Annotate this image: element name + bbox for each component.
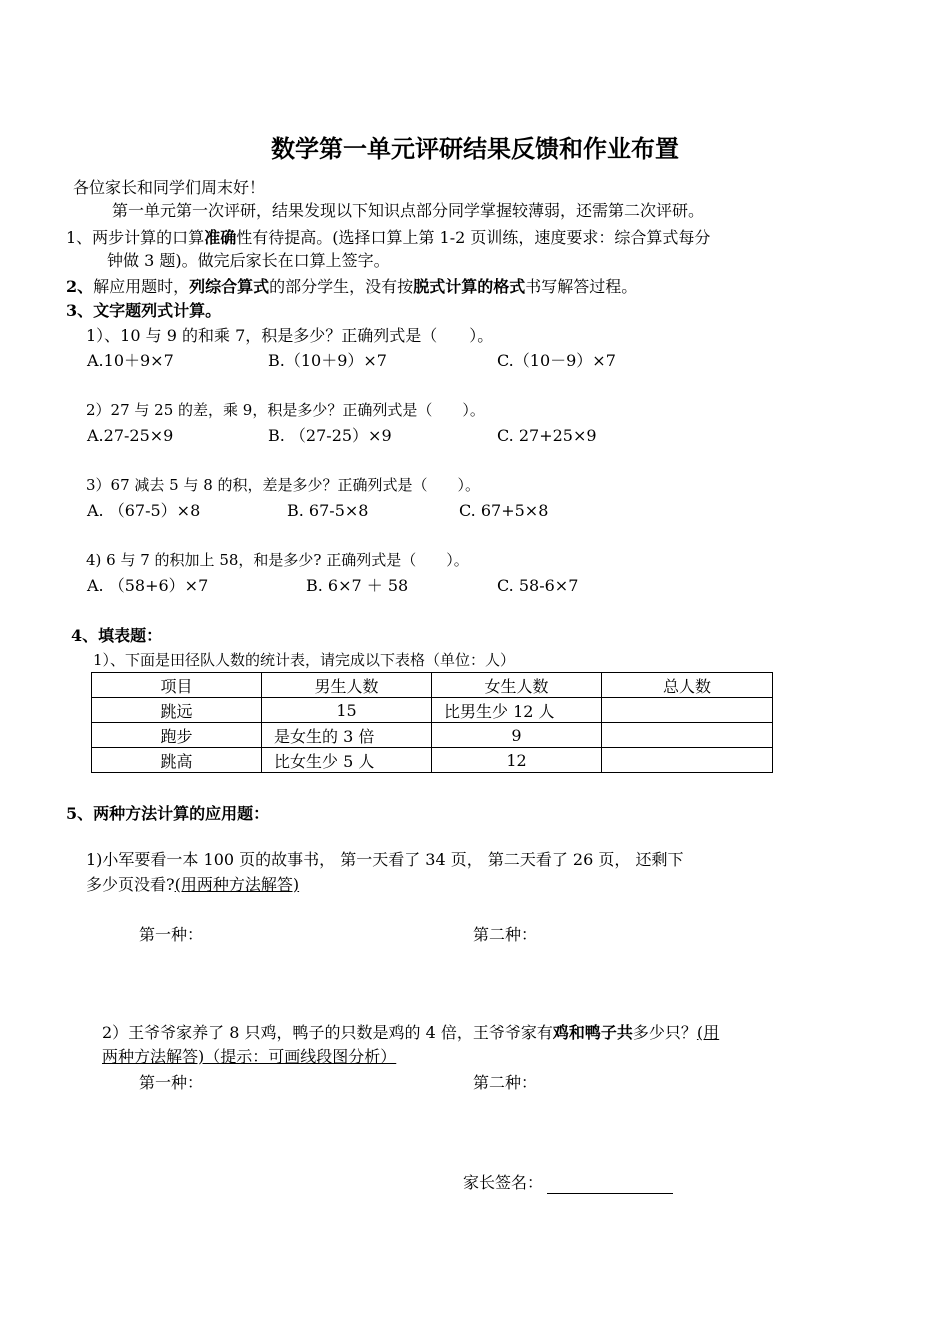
item1-text-a: 1、两步计算的口算 (66, 228, 205, 247)
q2-option-c: C. 27+25×9 (497, 426, 597, 445)
table-cell: 15 (262, 698, 432, 723)
table-cell: 是女生的 3 倍 (262, 723, 432, 748)
table-cell: 12 (432, 748, 602, 773)
item2-text-f: 书写解答过程。 (525, 277, 638, 296)
item1-line2: 钟做 3 题)。做完后家长在口算上签字。 (107, 251, 390, 270)
table-cell (602, 748, 773, 773)
table-row (92, 748, 773, 773)
table-row (92, 723, 773, 748)
table-cell (602, 698, 773, 723)
problem1-method2: 第二种： (473, 925, 538, 944)
table-cell: 跑步 (92, 723, 262, 748)
q1-option-c: C.（10－9）×7 (497, 351, 616, 370)
q2-option-a: A.27-25×9 (87, 426, 174, 445)
problem2-line2: 两种方法解答)（提示：可画线段图分析） (102, 1047, 397, 1066)
table-cell: 比女生少 5 人 (262, 748, 432, 773)
q3-option-a: A. （67-5）×8 (87, 501, 201, 520)
q3-question: 3）67 减去 5 与 8 的积，差是多少？正确列式是（ ）。 (86, 476, 481, 494)
table-cell: 9 (432, 723, 602, 748)
stats-table (91, 672, 773, 773)
table-header: 女生人数 (432, 673, 602, 698)
problem1-line2 (86, 874, 299, 896)
problem2-bold: 鸡和鸭子共 (552, 1023, 633, 1042)
table-cell: 比男生少 12 人 (432, 698, 602, 723)
item1-line1 (66, 227, 710, 249)
item1-text-c: 性有待提高。(选择口算上第 1-2 页训练，速度要求：综合算式每分 (236, 228, 711, 247)
problem1-line1: 1)小军要看一本 100 页的故事书， 第一天看了 34 页， 第二天看了 26 页， 还剩下 (86, 850, 684, 869)
q1-option-b: B.（10＋9）×7 (268, 351, 387, 370)
table-header-row (92, 673, 773, 698)
table-header: 总人数 (602, 673, 773, 698)
table-row (92, 698, 773, 723)
q4-question: 4) 6 与 7 的积加上 58，和是多少? 正确列式是（ ）。 (86, 551, 469, 569)
signature-label: 家长签名： (463, 1173, 544, 1192)
problem2-line1 (102, 1022, 719, 1044)
problem2-text-a: 2）王爷爷家养了 8 只鸡，鸭子的只数是鸡的 4 倍，王爷爷家有 (102, 1023, 553, 1042)
greeting: 各位家长和同学们周末好！ (73, 178, 266, 197)
q1-option-a: A.10＋9×7 (87, 351, 174, 370)
problem1-method1: 第一种： (139, 925, 204, 944)
signature-line[interactable] (547, 1175, 673, 1194)
item1-bold-accuracy: 准确 (204, 228, 237, 247)
q4-option-a: A. （58+6）×7 (87, 576, 209, 595)
item2-text-b: 解应用题时， (93, 277, 190, 296)
q2-question: 2）27 与 25 的差，乘 9，积是多少？正确列式是（ ）。 (86, 401, 485, 419)
parent-signature (463, 1172, 673, 1194)
problem2-method2: 第二种： (473, 1073, 538, 1092)
problem1-hint: (用两种方法解答) (174, 875, 300, 894)
table-cell: 跳远 (92, 698, 262, 723)
table-cell (602, 723, 773, 748)
item2-bold-formula: 列综合算式 (189, 277, 270, 296)
q2-option-b: B. （27-25）×9 (268, 426, 392, 445)
q4-option-c: C. 58-6×7 (497, 576, 579, 595)
table-cell: 跳高 (92, 748, 262, 773)
intro-text: 第一单元第一次评研，结果发现以下知识点部分同学掌握较薄弱，还需第二次评研。 (112, 201, 705, 220)
q3-option-c: C. 67+5×8 (459, 501, 549, 520)
table-header: 男生人数 (262, 673, 432, 698)
problem2-hint-start: (用 (696, 1023, 720, 1042)
problem1-question: 多少页没看? (86, 875, 175, 894)
table-header: 项目 (92, 673, 262, 698)
problem2-text-c: 多少只？ (632, 1023, 697, 1042)
q1-question: 1）、10 与 9 的和乘 7，积是多少？正确列式是（ ）。 (86, 326, 494, 345)
item4-subtitle: 1）、下面是田径队人数的统计表，请完成以下表格（单位：人） (93, 651, 516, 669)
item4-heading: 4、填表题： (71, 626, 163, 645)
item3-heading: 3、文字题列式计算。 (66, 301, 222, 320)
item2-text-d: 的部分学生，没有按 (269, 277, 414, 296)
item2-line (66, 276, 637, 298)
item5-heading: 5、两种方法计算的应用题： (66, 804, 270, 823)
problem2-method1: 第一种： (139, 1073, 204, 1092)
q4-option-b: B. 6×7 ＋ 58 (306, 576, 409, 595)
q3-option-b: B. 67-5×8 (287, 501, 369, 520)
page-title: 数学第一单元评研结果反馈和作业布置 (271, 134, 679, 163)
item2-number: 2、 (66, 277, 94, 296)
item2-bold-format: 脱式计算的格式 (413, 277, 526, 296)
